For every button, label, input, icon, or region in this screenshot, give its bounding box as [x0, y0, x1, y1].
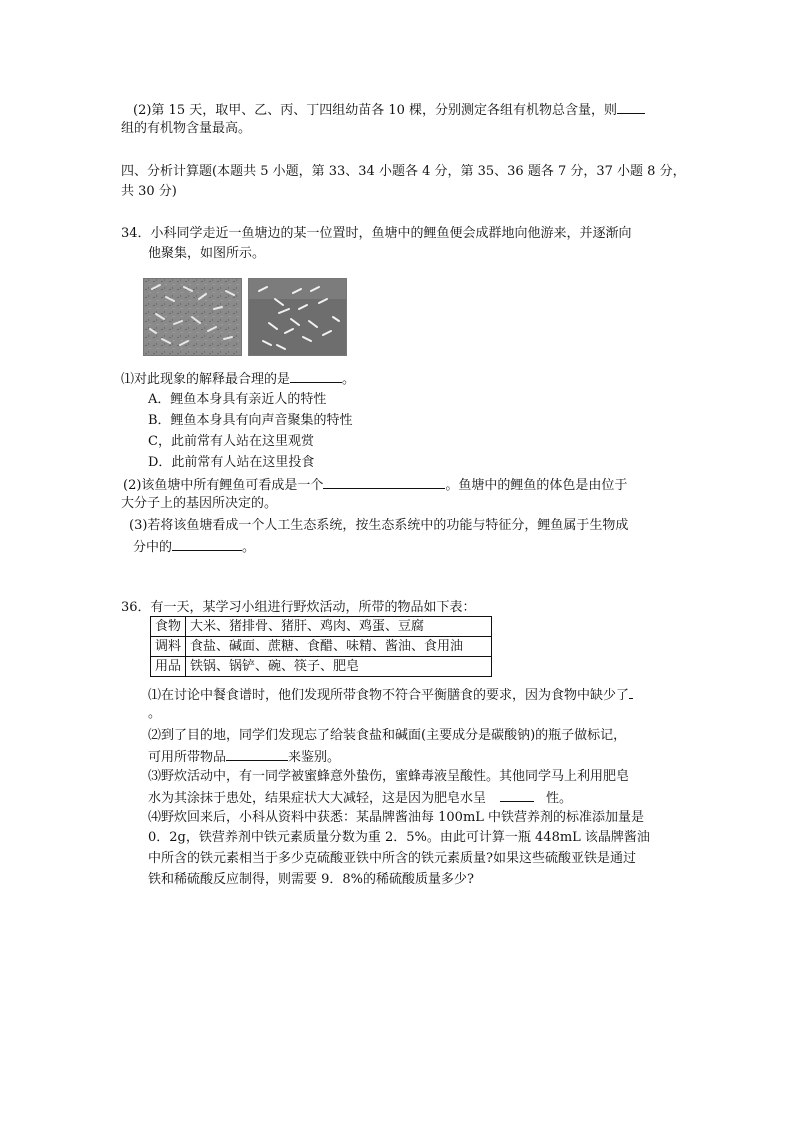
table-row	[151, 657, 492, 677]
table-cell-value: 大米、猪排骨、猪肝、鸡肉、鸡蛋、豆腐	[186, 617, 492, 637]
q33-part2-line2: 组的有机物含量最高。	[121, 121, 252, 136]
answer-blank[interactable]	[172, 536, 242, 551]
table-cell-value: 铁锅、锅铲、碗、筷子、肥皂	[186, 657, 492, 677]
q34-stem-line2: 他聚集，如图所示。	[148, 246, 266, 261]
section-heading-line2: 共 30 分)	[121, 184, 177, 199]
q34-part2: (2)该鱼塘中所有鲤鱼可看成是一个 。鱼塘中的鲤鱼的体色是由位于	[123, 474, 627, 496]
q36-part1: ⑴在讨论中餐食谱时，他们发现所带食物不符合平衡膳食的要求，因为食物中缺少了	[148, 684, 633, 706]
fish-photo-2	[248, 278, 347, 356]
answer-blank[interactable]	[617, 99, 645, 114]
q33-part2-line1: (2)第 15 天，取甲、乙、丙、丁四组幼苗各 10 棵，分别测定各组有机物总含量，则	[133, 99, 645, 121]
q36-part4-line2: 0．2g，铁营养剂中铁元素质量分数为重 2．5%。由此可计算一瓶 448mL 该晶牌酱油	[148, 830, 650, 845]
q34-option-c: C，此前常有人站在这里观赏	[148, 434, 314, 449]
q34-part2-line2: 大分子上的基因所决定的。	[121, 496, 278, 511]
q36-part3: ⑶野炊活动中，有一同学被蜜蜂意外蛰伤，蜜蜂毒液呈酸性。其他同学马上利用肥皂	[148, 769, 630, 784]
table-cell-label: 用品	[151, 657, 186, 677]
q34-option-a: A．鲤鱼本身具有亲近人的特性	[148, 392, 327, 407]
table-cell-label: 食物	[151, 617, 186, 637]
table-cell-value: 食盐、碱面、蔗糖、食醋、味精、酱油、食用油	[186, 637, 492, 657]
q34-part3: (3)若将该鱼塘看成一个人工生态系统，按生态系统中的功能与特征分，鲤鱼属于生物成	[129, 518, 629, 533]
q36-part4-line3: 中所含的铁元素相当于多少克硫酸亚铁中所含的铁元素质量?如果这些硫酸亚铁是通过	[148, 851, 636, 866]
answer-blank[interactable]	[226, 746, 288, 761]
fish-photo-1	[143, 278, 242, 356]
q34-option-b: B．鲤鱼本身具有向声音聚集的特性	[148, 413, 353, 428]
q34-option-d: D．此前常有人站在这里投食	[148, 455, 315, 470]
q36-part2-line2: 可用所带物品 来鉴别。	[148, 746, 340, 768]
q34-stem: 34．小科同学走近一鱼塘边的某一位置时，鱼塘中的鲤鱼便会成群地向他游来，并逐渐向	[121, 226, 632, 241]
answer-blank[interactable]	[290, 368, 342, 383]
q36-part4-line4: 铁和稀硫酸反应制得，则需要 9．8%的稀硫酸质量多少?	[148, 872, 474, 887]
section-heading: 四、分析计算题(本题共 5 小题，第 33、34 小题各 4 分，第 35、36 题各 7 分，37 小题 8 分，	[121, 164, 686, 179]
table-cell-label: 调料	[151, 637, 186, 657]
q36-stem: 36．有一天，某学习小组进行野炊活动，所带的物品如下表：	[121, 600, 476, 615]
q36-part2: ⑵到了目的地，同学们发现忘了给装食盐和碱面(主要成分是碳酸钠)的瓶子做标记，	[148, 728, 627, 743]
supplies-table	[150, 616, 492, 677]
q34-part3-line2: 分中的 。	[133, 536, 255, 558]
q36-part4: ⑷野炊回来后，小科从资料中获悉：某晶牌酱油每 100mL 中铁营养剂的标准添加量是	[148, 810, 645, 825]
answer-blank[interactable]	[629, 684, 633, 699]
table-row	[151, 637, 492, 657]
q34-part1: ⑴对此现象的解释最合理的是 。	[121, 368, 355, 390]
q36-part3-line2: 水为其涂抹于患处，结果症状大大减轻，这是因为肥皂水呈 性。	[148, 787, 572, 809]
answer-blank[interactable]	[500, 787, 534, 802]
table-row	[151, 617, 492, 637]
q36-part1-end: 。	[148, 706, 162, 721]
answer-blank[interactable]	[323, 474, 445, 489]
